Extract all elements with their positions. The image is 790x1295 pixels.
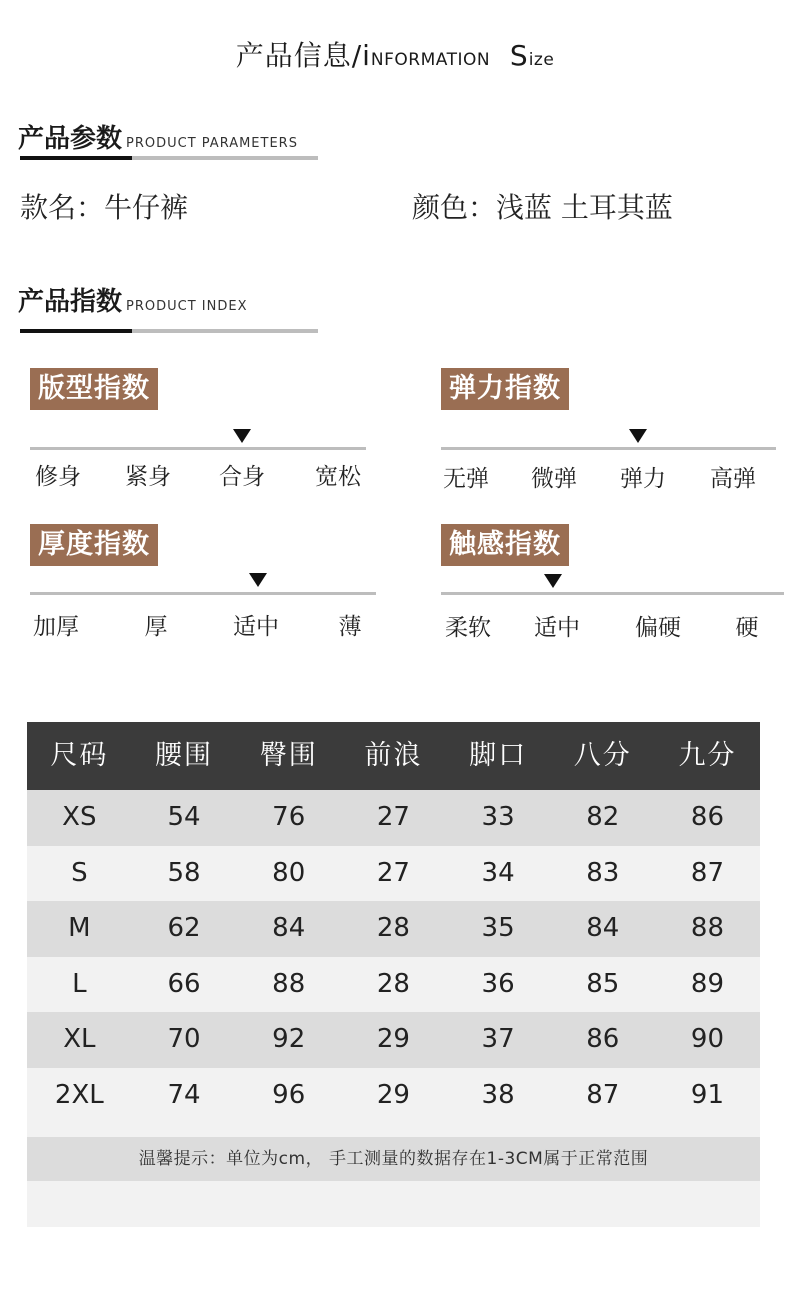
header-waist: 腰围	[155, 740, 214, 771]
table-cell: M	[68, 913, 91, 943]
table-cell: 29	[376, 1079, 410, 1110]
param-color: 颜色：浅蓝 土耳其蓝	[412, 191, 673, 224]
header-cropped-length: 八分	[573, 740, 632, 771]
params-heading-zh: 产品参数	[18, 124, 123, 154]
table-cell: 87	[586, 1079, 620, 1110]
header-ankle-length: 九分	[678, 740, 737, 771]
feel-index-tag: 触感指数	[441, 524, 569, 566]
elasticity-index-tag: 弹力指数	[441, 368, 569, 410]
table-footer-blank	[27, 1181, 760, 1227]
title-en-s: S	[509, 39, 529, 72]
page-title	[0, 34, 790, 74]
title-zh: 产品信息/	[235, 39, 363, 72]
table-cell: 33	[481, 802, 515, 832]
table-cell: 87	[690, 857, 725, 888]
table-spacer	[27, 1123, 760, 1137]
elasticity-label-2: 微弹	[531, 466, 577, 492]
param-style: 款名：牛仔裤	[20, 191, 189, 224]
table-cell: 38	[481, 1079, 515, 1110]
table-cell: 88	[272, 968, 306, 999]
thickness-label-2: 厚	[144, 614, 168, 640]
title-en-ize: ize	[528, 50, 555, 70]
thickness-label-4: 薄	[338, 614, 362, 640]
thickness-scale-line	[30, 592, 376, 595]
table-cell: 86	[586, 1024, 620, 1054]
elasticity-label-1: 无弹	[443, 466, 489, 492]
table-cell: 91	[690, 1079, 725, 1110]
table-cell: 54	[167, 802, 201, 832]
table-row	[27, 846, 760, 902]
index-section-heading	[18, 281, 247, 321]
table-cell: XL	[63, 1024, 96, 1054]
thickness-label-3: 适中	[233, 614, 279, 640]
fit-index-tag: 版型指数	[30, 368, 158, 410]
fit-label-2: 紧身	[125, 464, 171, 490]
index-underline	[20, 329, 318, 333]
fit-scale-line	[30, 447, 366, 450]
index-underline-accent	[20, 329, 132, 333]
fit-label-3: 合身	[219, 464, 265, 490]
feel-label-4: 硬	[735, 615, 759, 641]
elasticity-label-4: 高弹	[710, 466, 756, 492]
table-cell: 34	[481, 857, 515, 888]
table-cell: 27	[376, 857, 410, 888]
title-en-rest: NFORMATION	[370, 50, 491, 70]
header-front-rise: 前浪	[364, 740, 423, 771]
thickness-indicator-arrow	[249, 573, 267, 587]
table-cell: 36	[481, 968, 515, 999]
feel-label-1: 柔软	[445, 615, 491, 641]
elasticity-indicator-arrow	[629, 429, 647, 443]
table-cell: S	[71, 857, 88, 888]
table-row	[27, 1068, 760, 1124]
table-cell: 62	[167, 913, 201, 943]
elasticity-scale-line	[441, 447, 776, 450]
index-heading-zh: 产品指数	[18, 287, 123, 317]
index-heading-en: PRODUCT INDEX	[126, 299, 248, 314]
header-size: 尺码	[50, 740, 109, 771]
size-table	[27, 722, 760, 1227]
feel-scale-line	[441, 592, 784, 595]
params-section-heading	[18, 118, 298, 158]
feel-label-2: 适中	[534, 615, 580, 641]
table-cell: 28	[376, 913, 410, 943]
elasticity-label-3: 弹力	[620, 466, 666, 492]
params-underline-accent	[20, 156, 132, 160]
fit-indicator-arrow	[233, 429, 251, 443]
table-cell: 70	[167, 1024, 201, 1054]
params-underline	[20, 156, 318, 160]
title-en-i: i	[362, 39, 371, 72]
table-cell: 84	[586, 913, 620, 943]
table-cell: L	[72, 968, 87, 999]
table-cell: 76	[272, 802, 306, 832]
table-cell: XS	[62, 802, 97, 832]
table-cell: 35	[481, 913, 515, 943]
feel-indicator-arrow	[544, 574, 562, 588]
table-row	[27, 901, 760, 957]
table-cell: 37	[481, 1024, 515, 1054]
fit-label-1: 修身	[35, 464, 81, 490]
table-cell: 66	[167, 968, 201, 999]
table-cell: 88	[690, 913, 725, 943]
measurement-note: 温馨提示：单位为cm， 手工测量的数据存在1-3CM属于正常范围	[27, 1137, 760, 1181]
table-cell: 28	[376, 968, 410, 999]
table-cell: 85	[586, 968, 620, 999]
size-table-header	[27, 722, 760, 790]
table-cell: 82	[586, 802, 620, 832]
fit-label-4: 宽松	[315, 464, 361, 490]
table-row	[27, 790, 760, 846]
params-heading-en: PRODUCT PARAMETERS	[126, 136, 298, 151]
thickness-label-1: 加厚	[33, 614, 79, 640]
table-cell: 29	[376, 1024, 410, 1054]
table-cell: 89	[690, 968, 725, 999]
table-cell: 96	[272, 1079, 306, 1110]
table-row	[27, 957, 760, 1013]
feel-label-3: 偏硬	[635, 615, 681, 641]
table-cell: 90	[690, 1024, 725, 1054]
table-cell: 84	[272, 913, 306, 943]
table-cell: 80	[272, 857, 306, 888]
header-leg-opening: 脚口	[469, 740, 528, 771]
table-cell: 74	[167, 1079, 201, 1110]
table-cell: 58	[167, 857, 201, 888]
table-cell: 2XL	[54, 1079, 104, 1110]
header-hip: 臀围	[259, 740, 318, 771]
table-cell: 86	[690, 802, 725, 832]
table-cell: 92	[272, 1024, 306, 1054]
table-cell: 27	[376, 802, 410, 832]
thickness-index-tag: 厚度指数	[30, 524, 158, 566]
table-row	[27, 1012, 760, 1068]
table-cell: 83	[586, 857, 620, 888]
